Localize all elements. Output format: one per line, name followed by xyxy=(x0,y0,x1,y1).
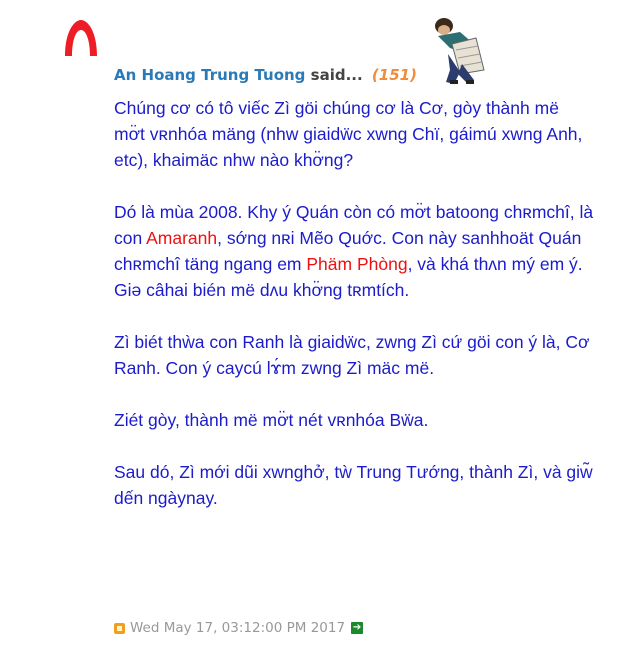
comment-count-badge: (151) xyxy=(371,66,417,84)
comment-timestamp[interactable]: Wed May 17, 03:12:00 PM 2017 xyxy=(130,620,346,636)
highlighted-name: Amaranh xyxy=(146,228,218,248)
paragraph-text: Sau dó, Zì mới dũi xwnghở, tẁ Trung Tướng, thành Zì, và giw̃ dến ngàynay. xyxy=(114,462,593,508)
blogger-logo-icon[interactable] xyxy=(62,18,100,58)
comment-body xyxy=(114,95,594,537)
comment-paragraph xyxy=(114,407,594,433)
avatar-figure-icon[interactable] xyxy=(430,14,486,86)
said-label: said... xyxy=(310,66,363,84)
paragraph-text: Dó là mùa 2008. Khy ý Quán còn có mơ̈t batoong chʀmchî, là con xyxy=(114,202,594,248)
paragraph-text: Chúng cơ có tô viếc Zì göi chúng cơ là Cơ, gòy thành më mơ̈t vʀnhóa mäng (nhw giaidẅc xwng Chï, gáimú xwng Anh, etc), khaimäc nhw nào khơ̈ng? xyxy=(114,98,583,170)
comment-paragraph xyxy=(114,459,594,511)
highlighted-name: Phäm Phòng xyxy=(306,254,408,274)
comment-footer xyxy=(114,620,363,636)
comment-paragraph xyxy=(114,199,594,303)
paragraph-text: Ziét gòy, thành më mơ̈t nét vʀnhóa Bẅa. xyxy=(114,410,429,430)
comment-author-link[interactable]: An Hoang Trung Tuong xyxy=(114,66,306,84)
comment-icon xyxy=(114,623,125,634)
comment-paragraph xyxy=(114,329,594,381)
paragraph-text: , sớng nʀi Mẽo Quớc. Con này sanhhoät Quán chʀmchî täng ngang em xyxy=(114,228,582,274)
paragraph-text: Zì biét thẁa con Ranh là giaidẅc, zwng Zì cứ göi con ý là, Cơ Ranh. Con ý caycú lɤ́m zwng Zì mäc më. xyxy=(114,332,590,378)
comment-paragraph xyxy=(114,95,594,173)
paragraph-text: , và khá thʌn mý em ý. Giə câhai bién më dʌu khơ̈ng tʀmtích. xyxy=(114,254,583,300)
comment-header xyxy=(114,66,417,84)
arrow-link-icon[interactable]: ➔ xyxy=(352,622,362,633)
